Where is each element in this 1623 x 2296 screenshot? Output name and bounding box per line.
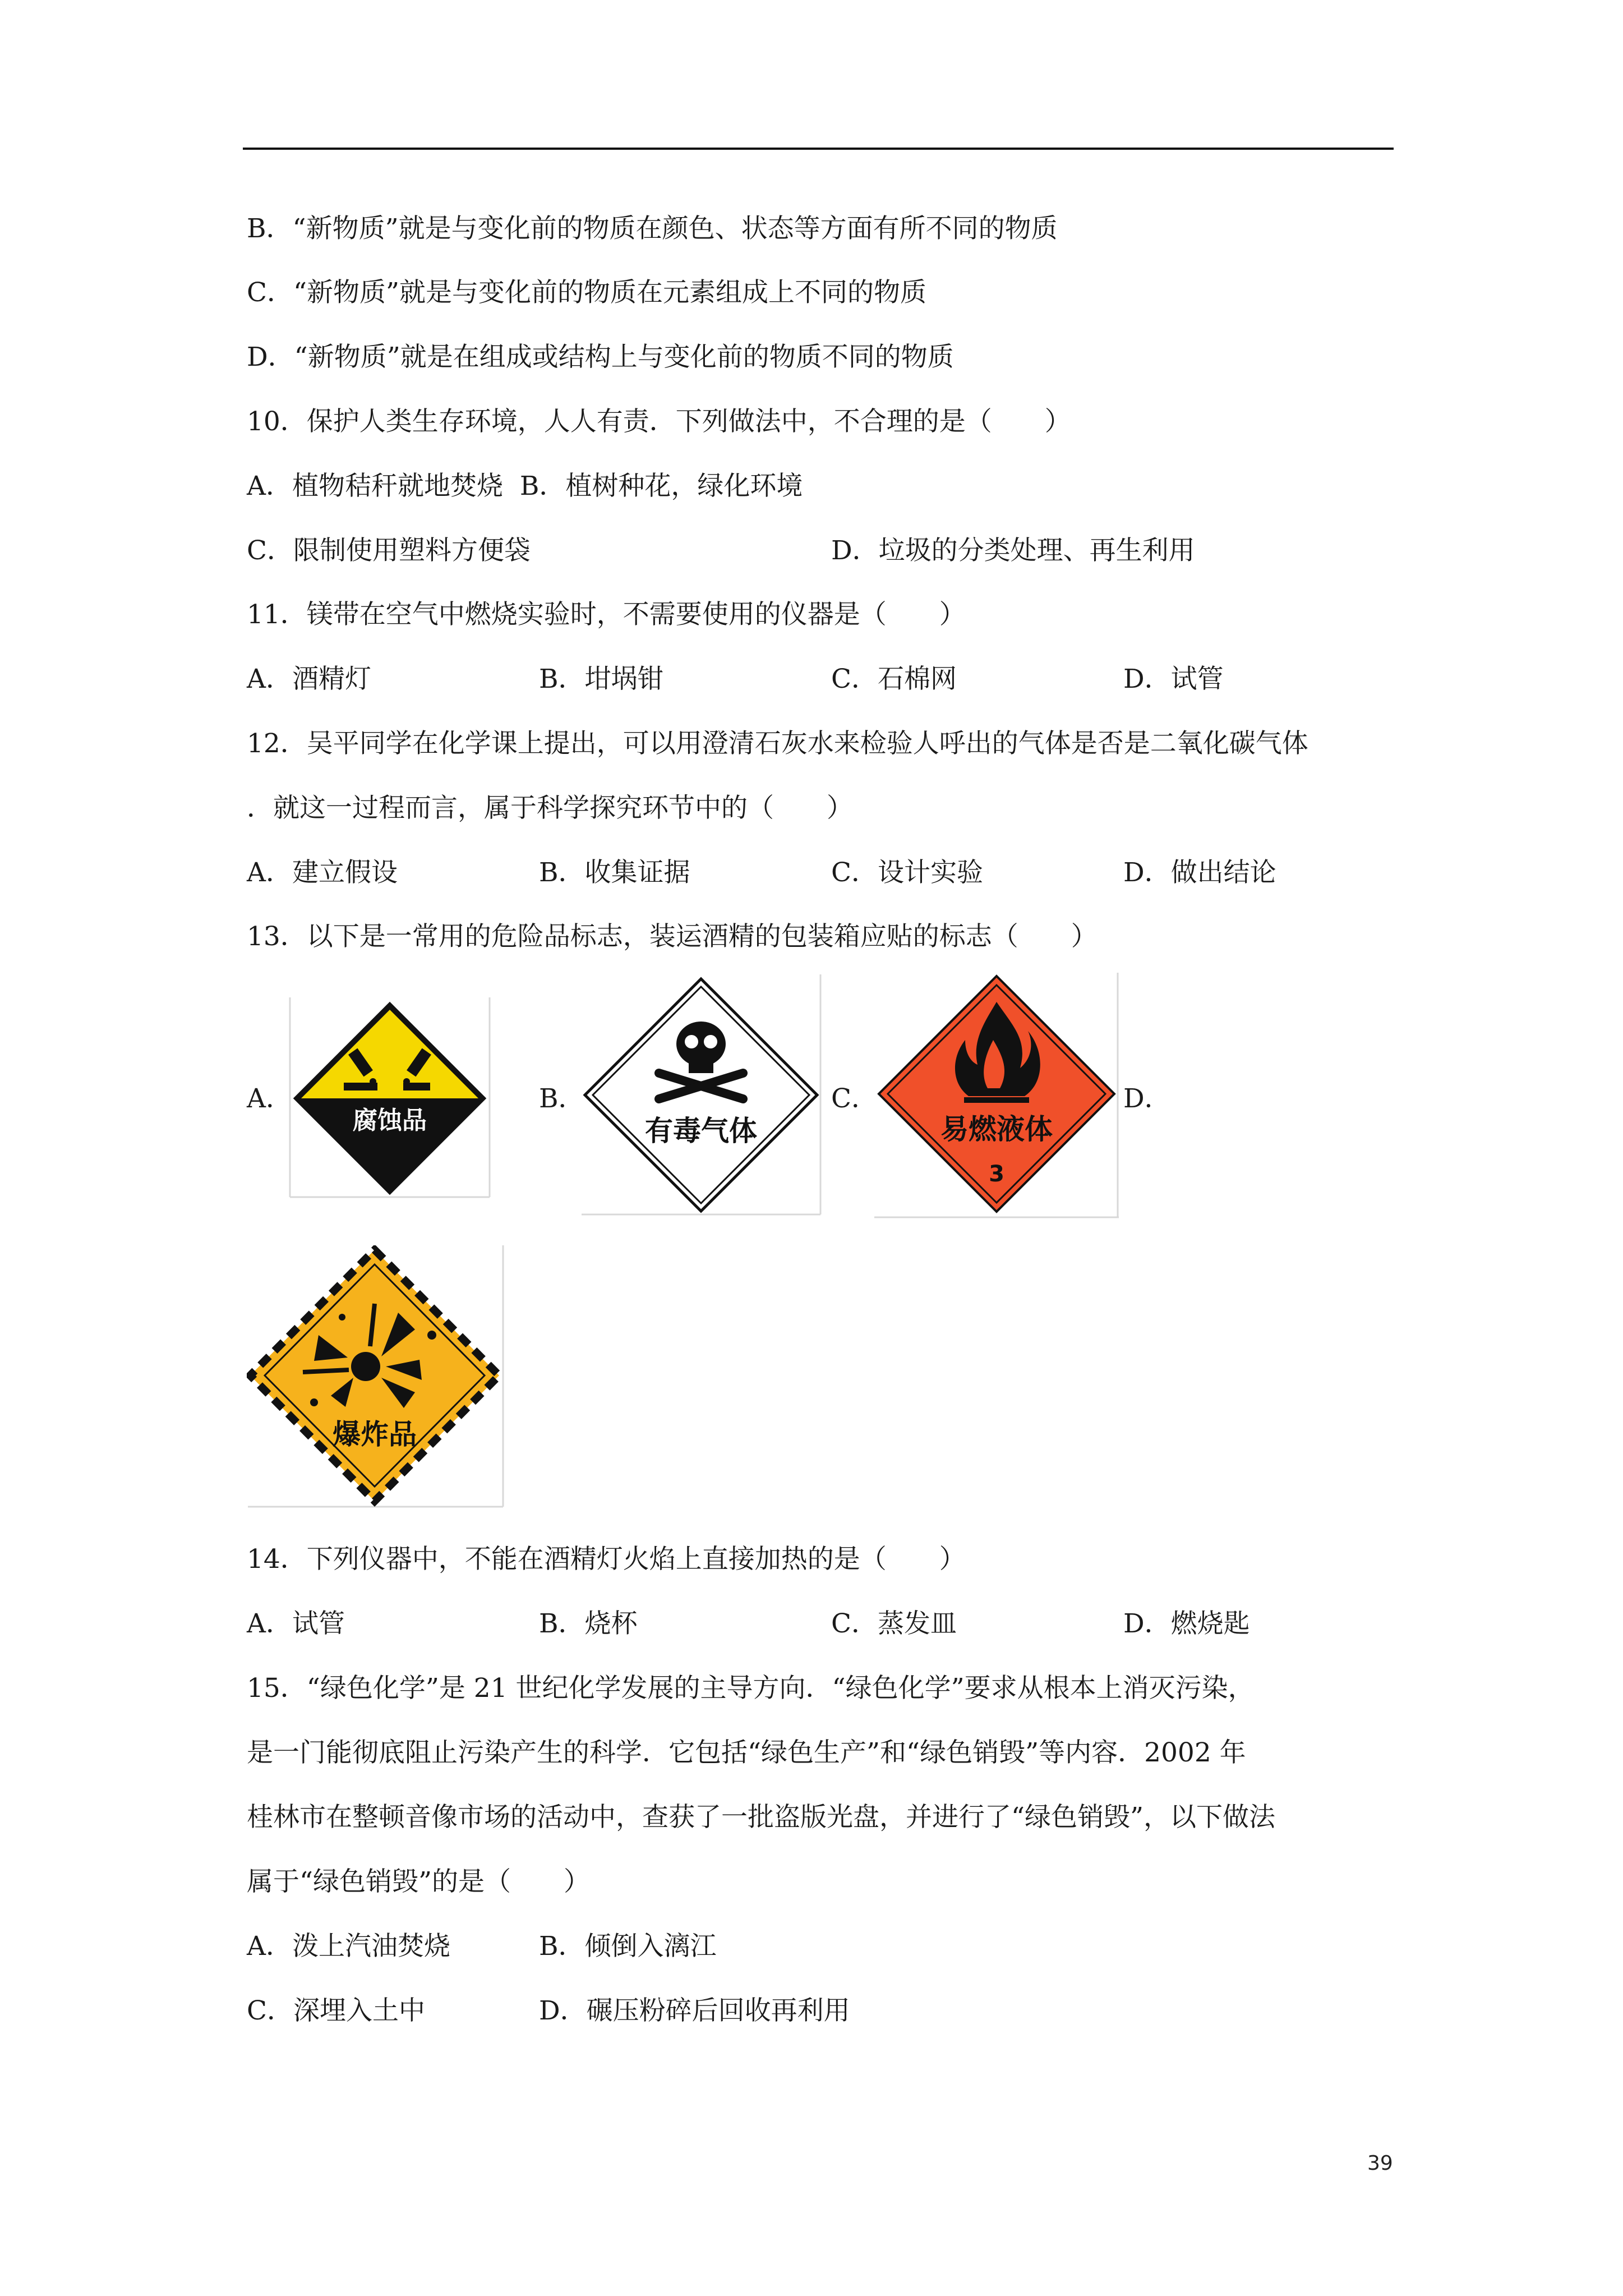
q15-stem-line4: 属于“绿色销毁”的是（ ） [247,1866,591,1897]
flammable-liquid-sign-label: 易燃液体 [940,1113,1053,1145]
q13-label-c: C． [831,1083,878,1114]
q13-stem: 13．以下是一常用的危险品标志，装运酒精的包装箱应贴的标志（ ） [247,921,1098,952]
q14-option-d: D．燃烧匙 [1123,1608,1250,1639]
toxic-gas-sign-label: 有毒气体 [645,1115,757,1147]
q15-option-a: A．泼上汽油焚烧 [247,1931,450,1962]
q11-stem: 11．镁带在空气中燃烧实验时，不需要使用的仪器是（ ） [247,599,966,630]
explosive-sign-label: 爆炸品 [333,1418,417,1451]
q11-option-d: D．试管 [1123,664,1224,694]
q10-option-ab: A．植物秸秆就地焚烧 B．植树种花，绿化环境 [247,471,803,501]
q15-option-b: B．倾倒入漓江 [539,1931,717,1962]
q14-option-a: A．试管 [247,1608,345,1639]
q12-option-c: C．设计实验 [831,857,983,888]
q15-stem-line2: 是一门能彻底阻止污染产生的科学．它包括“绿色生产”和“绿色销毁”等内容．2002 年 [247,1737,1246,1768]
q15-option-d: D．碾压粉碎后回收再利用 [539,1995,850,2026]
q12-stem-line2: ．就这一过程而言，属于科学探究环节中的（ ） [247,793,853,823]
q10-option-d: D．垃圾的分类处理、再生利用 [831,535,1195,566]
q15-option-c: C．深埋入土中 [247,1995,425,2026]
q14-option-c: C．蒸发皿 [831,1608,957,1639]
hazard-class-number: 3 [989,1161,1004,1187]
corrosive-sign-label: 腐蚀品 [353,1106,427,1135]
q13-label-a: A． [247,1083,292,1114]
q9-option-c: C．“新物质”就是与变化前的物质在元素组成上不同的物质 [247,277,927,308]
q15-stem-line3: 桂林市在整顿音像市场的活动中，查获了一批盗版光盘，并进行了“绿色销毁”，以下做法 [247,1802,1276,1833]
q12-option-a: A．建立假设 [247,857,398,888]
header-rule [243,148,1394,150]
q13-label-d: D． [1123,1083,1171,1114]
q10-option-c: C．限制使用塑料方便袋 [247,535,531,566]
q14-stem: 14．下列仪器中，不能在酒精灯火焰上直接加热的是（ ） [247,1544,966,1575]
q9-option-d: D．“新物质”就是在组成或结构上与变化前的物质不同的物质 [247,342,954,372]
q11-option-b: B．坩埚钳 [539,664,664,694]
corrosive-sign-image [289,997,491,1199]
toxic-gas-sign-image [580,974,822,1216]
q11-option-a: A．酒精灯 [247,664,371,694]
q10-stem: 10．保护人类生存环境，人人有责．下列做法中，不合理的是（ ） [247,406,1071,437]
flammable-liquid-sign-image [873,973,1120,1220]
page-number: 39 [1367,2152,1393,2175]
q11-option-c: C．石棉网 [831,664,957,694]
q15-stem-line1: 15．“绿色化学”是 21 世纪化学发展的主导方向．“绿色化学”要求从根本上消灭污染， [247,1673,1255,1704]
q13-label-b: B． [539,1083,585,1114]
explosive-sign-image [247,1245,505,1509]
q12-option-d: D．做出结论 [1123,857,1276,888]
q12-option-b: B．收集证据 [539,857,690,888]
q14-option-b: B．烧杯 [539,1608,638,1639]
q9-option-b: B．“新物质”就是与变化前的物质在颜色、状态等方面有所不同的物质 [247,213,1058,244]
q12-stem-line1: 12．吴平同学在化学课上提出，可以用澄清石灰水来检验人呼出的气体是否是二氧化碳气体 [247,728,1308,759]
